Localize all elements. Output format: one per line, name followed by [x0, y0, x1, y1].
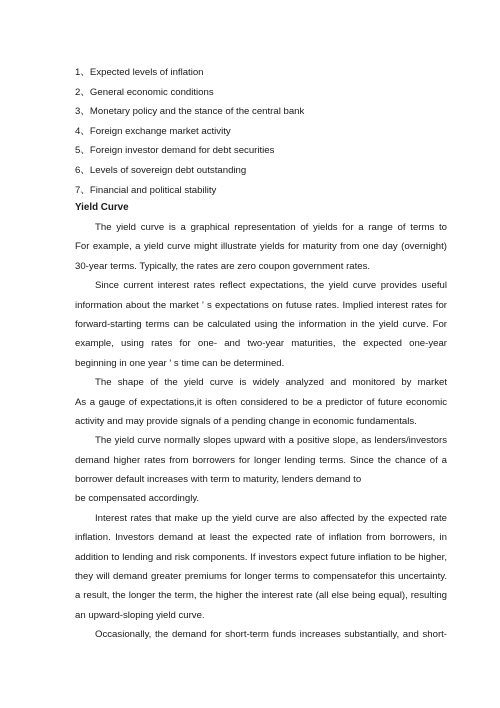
text-line: beginning in one year ' s time can be determined.	[75, 357, 285, 369]
text-line: The yield curve normally slopes upward with a positive slope, as lenders/investors	[95, 435, 447, 447]
text-line: 30-year terms. Typically, the rates are zero coupon government rates.	[75, 260, 371, 272]
list-item: 7、Financial and political stability	[75, 184, 217, 196]
body-text	[75, 218, 447, 645]
text-line: be compensated accordingly.	[75, 493, 200, 505]
list-item: 3、Monetary policy and the stance of the central bank	[75, 106, 305, 118]
list-item: 1、Expected levels of inflation	[75, 67, 204, 78]
text-line: inflation. Investors demand at least the expected rate of inflation from borrowers, in	[75, 532, 447, 544]
text-line: they will demand greater premiums for longer terms to compensatefor this uncertainty.	[75, 571, 447, 583]
text-line: The yield curve is a graphical representation of yields for a range of terms to	[95, 222, 447, 233]
list-item: 4、Foreign exchange market activity	[75, 125, 231, 137]
text-line: borrower default increases with term to maturity, lenders demand to	[75, 474, 362, 486]
text-line: an upward-sloping yield curve.	[75, 609, 205, 621]
paragraph	[75, 218, 447, 276]
text-line: information about the market ' s expectations on futuse rates. Implied interest rates for	[75, 299, 447, 311]
text-line: For example, a yield curve might illustrate yields for maturity from one day (overnight)	[75, 241, 447, 253]
text-line: The shape of the yield curve is widely analyzed and monitored by market	[95, 377, 447, 389]
text-line: Occasionally, the demand for short-term funds increases substantially, and short-	[95, 629, 447, 641]
factor-list	[75, 63, 455, 200]
list-item: 2、General economic conditions	[75, 86, 214, 98]
paragraph	[75, 276, 447, 373]
text-line: demand higher rates from borrowers for longer lending terms. Since the chance of a	[75, 454, 447, 466]
text-line: Since current interest rates reflect expectations, the yield curve provides useful	[95, 280, 447, 292]
text-line: a result, the longer the term, the higher the interest rate (all else being equal), resulting	[75, 590, 447, 602]
paragraph	[75, 625, 447, 644]
list-item: 6、Levels of sovereign debt outstanding	[75, 164, 247, 176]
section-heading: Yield Curve	[75, 202, 129, 213]
paragraph	[75, 373, 447, 431]
text-line: activity and may provide signals of a pending change in economic fundamentals.	[75, 415, 417, 427]
text-line: Interest rates that make up the yield curve are also affected by the expected rate	[95, 512, 447, 524]
text-line: addition to lending and risk components. If investors expect future inflation to be higher,	[75, 551, 447, 563]
text-line: As a gauge of expectations,it is often considered to be a predictor of future economic	[75, 396, 447, 408]
paragraph	[75, 431, 447, 509]
text-line: example, using rates for one- and two-year maturities, the expected one-year	[75, 338, 447, 350]
paragraph	[75, 509, 447, 625]
list-item: 5、Foreign investor demand for debt securities	[75, 145, 275, 157]
text-line: forward-starting terms can be calculated using the information in the yield curve. For	[75, 318, 447, 330]
